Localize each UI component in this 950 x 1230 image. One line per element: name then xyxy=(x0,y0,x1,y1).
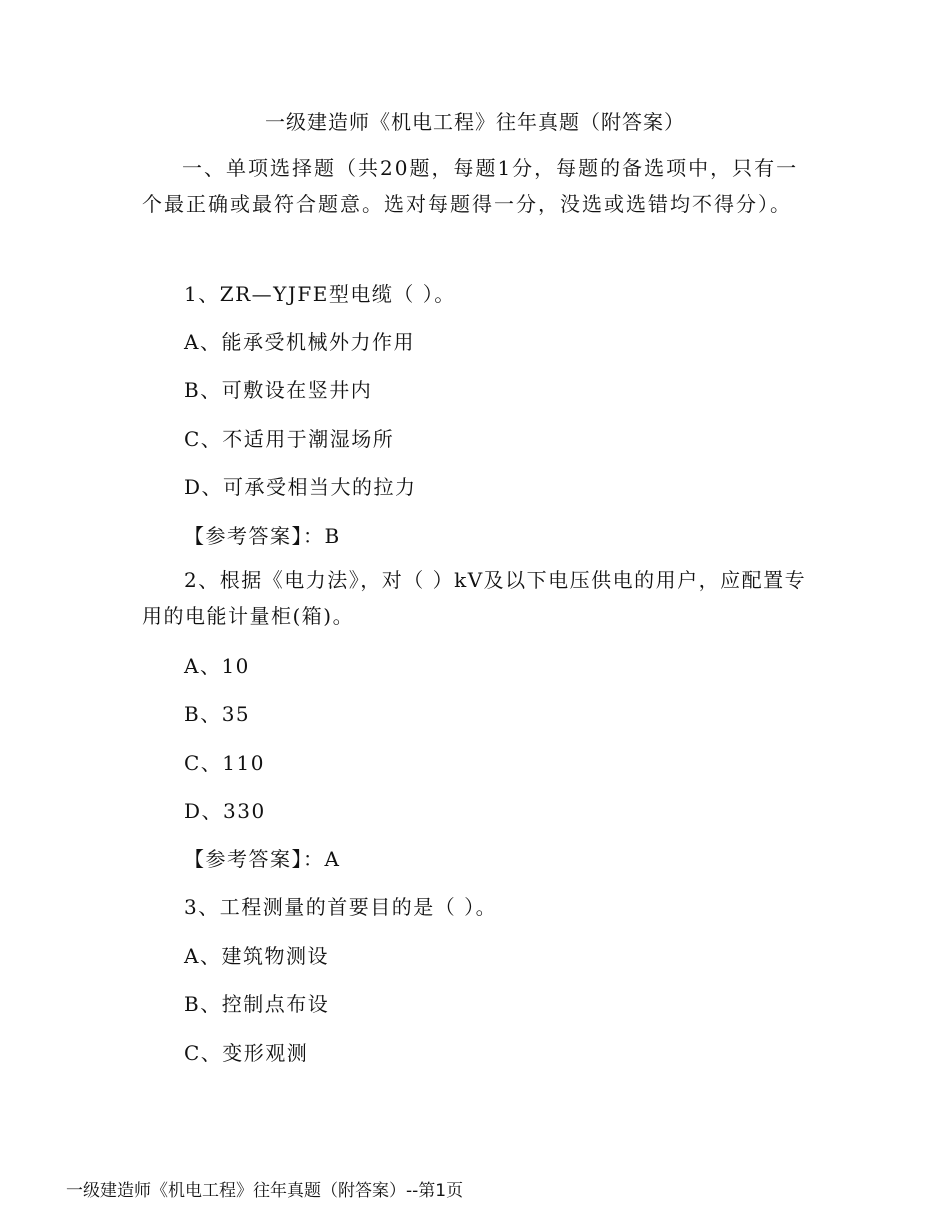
question-2-option-d: D、330 xyxy=(184,799,266,823)
question-1-option-a: A、能承受机械外力作用 xyxy=(184,330,415,354)
document-title: 一级建造师《机电工程》往年真题（附答案） xyxy=(265,110,685,134)
question-2-answer: 【参考答案】：A xyxy=(184,847,341,871)
question-1-stem: 1、ZR—YJFE型电缆（ ）。 xyxy=(184,282,456,306)
question-3-option-c: C、变形观测 xyxy=(184,1041,309,1065)
question-2-option-b: B、35 xyxy=(184,702,251,726)
section-intro: 一、单项选择题（共20题，每题1分，每题的备选项中，只有一个最正确或最符合题意。选对每题得一分，没选或选错均不得分）。 xyxy=(142,156,799,216)
question-2-option-a: A、10 xyxy=(184,654,250,678)
page-footer: 一级建造师《机电工程》往年真题（附答案）--第1页 xyxy=(66,1181,464,1201)
question-3-option-b: B、控制点布设 xyxy=(184,992,330,1016)
question-1-answer: 【参考答案】：B xyxy=(184,524,341,548)
question-3-option-a: A、建筑物测设 xyxy=(184,944,329,968)
question-3-stem: 3、工程测量的首要目的是（ ）。 xyxy=(184,895,498,919)
question-1-option-d: D、可承受相当大的拉力 xyxy=(184,475,417,499)
question-2-stem: 2、根据《电力法》，对（ ）kV及以下电压供电的用户，应配置专用的电能计量柜(箱)。 xyxy=(142,568,807,628)
question-1-option-b: B、可敷设在竖井内 xyxy=(184,378,373,402)
question-2-option-c: C、110 xyxy=(184,751,265,775)
question-1-option-c: C、不适用于潮湿场所 xyxy=(184,427,395,451)
